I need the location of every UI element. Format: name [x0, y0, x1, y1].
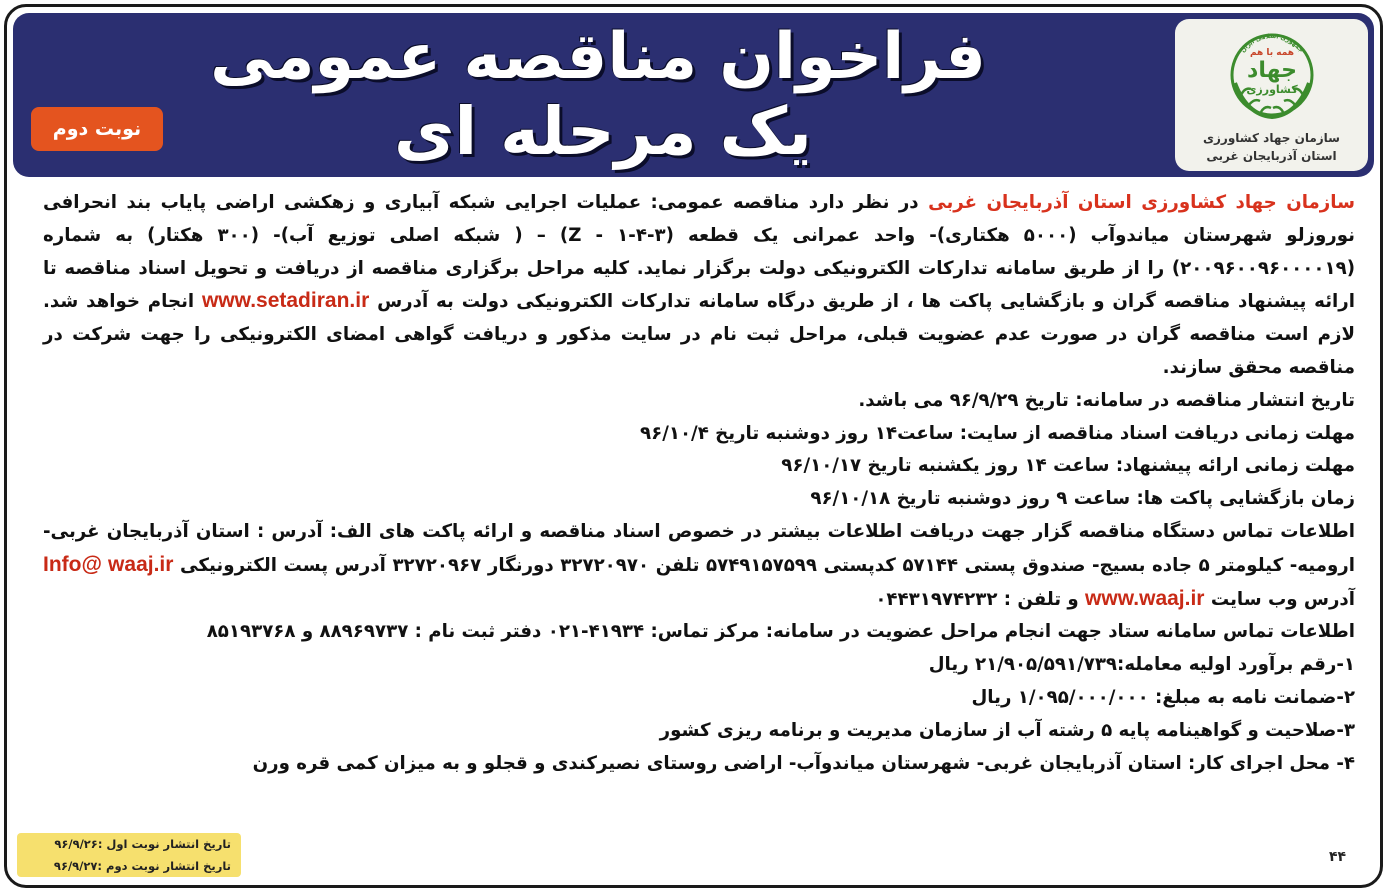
- setad-contact-line: اطلاعات تماس سامانه ستاد جهت انجام مراحل عضویت در سامانه: مرکز تماس: ۴۱۹۳۴-۰۲۱ دفتر ثبت نام : ۸۸۹۶۹۷۳۷ و ۸۵۱۹۳۷۶۸: [206, 621, 1355, 643]
- logo-small-text: همه با هم: [1249, 48, 1295, 58]
- item-qualification: ۳-صلاحیت و گواهینامه پایه ۵ رشته آب از سازمان مدیریت و برنامه ریزی کشور: [659, 719, 1355, 741]
- logo-sub-text: کشاورزی: [1246, 83, 1298, 96]
- opening-time-line: زمان بازگشایی پاکت ها: ساعت ۹ روز دوشنبه تاریخ ۹۶/۱۰/۱۸: [810, 488, 1355, 510]
- intro-text: در نظر دارد مناقصه عمومی: عملیات اجرایی شبکه آبیاری و زهکشی اراضی پایاب بند انحرافی نوروزلو شهرستان میاندوآب (۵۰۰۰ هکتاری)- واحد عمرانی یک قطعه (۳-۴-۱ - Z) – ( شبکه اصلی توزیع آب)- (۳۰۰ هکتار) به شماره (۲۰۰۹۶۰۰۹۶۰۰۰۰۱۹) را از طریق سامانه تدارکات الکترونیکی دولت برگزار نماید. کلیه مراحل برگزاری مناقصه از دریافت و تحویل اسناد مناقصه تا ارائه پیشنهاد مناقصه گران و بازگشایی پاکت ها ، از طریق درگاه سامانه تدارکات الکترونیکی دولت به آدرس: [43, 192, 1356, 313]
- notice-body: [43, 187, 1355, 780]
- docs-deadline-line: مهلت زمانی دریافت اسناد مناقصه از سایت: ساعت۱۴ روز دوشنبه تاریخ ۹۶/۱۰/۴: [640, 422, 1355, 444]
- organization-logo: [1175, 19, 1368, 171]
- item-guarantee: ۲-ضمانت نامه به مبلغ: ۱/۰۹۵/۰۰۰/۰۰۰ ریال: [971, 686, 1355, 708]
- title-line-2: یک مرحله ای: [394, 93, 812, 170]
- header-banner: [13, 13, 1374, 177]
- title-line-1: فراخوان مناقصه عمومی: [210, 20, 986, 94]
- email-link[interactable]: Info@ waaj.ir: [43, 552, 174, 576]
- intro-text-end: انجام خواهد شد. لازم است مناقصه گران در صورت عدم عضویت قبلی، مراحل ثبت نام در سایت مذکور و دریافت گواهی امضای الکترونیکی را جهت شرکت در مناقصه محقق سازند.: [43, 291, 1355, 378]
- website-link[interactable]: www.waaj.ir: [1085, 586, 1205, 610]
- logo-main-text: جهاد: [1247, 58, 1297, 83]
- tender-notice: [4, 4, 1383, 888]
- offer-deadline-line: مهلت زمانی ارائه پیشنهاد: ساعت ۱۴ روز یکشنبه تاریخ ۹۶/۱۰/۱۷: [781, 455, 1355, 477]
- logo-org-province: استان آذربایجان غربی: [1206, 149, 1337, 163]
- setad-url-link[interactable]: www.setadiran.ir: [201, 289, 370, 313]
- page-number: ۴۴: [1329, 849, 1347, 865]
- contact-phone-text: و تلفن : ۰۴۴۳۱۹۷۴۲۳۲: [875, 588, 1086, 610]
- contact-mid-text: آدرس وب سایت: [1204, 588, 1355, 610]
- logo-arc-text: جمهوری اسلامی ایران: [1239, 32, 1305, 55]
- item-estimate: ۱-رقم برآورد اولیه معامله:۲۱/۹۰۵/۵۹۱/۷۳۹ ریال: [928, 654, 1355, 676]
- edition-badge: نوبت دوم: [31, 107, 163, 151]
- intro-paragraph: [43, 187, 1355, 385]
- leaf-emblem-icon: [1227, 25, 1317, 121]
- publication-dates-box: [17, 833, 241, 877]
- contact-text: اطلاعات تماس دستگاه مناقصه گزار جهت دریافت اطلاعات بیشتر در خصوص اسناد مناقصه و ارائه پاکت های الف: آدرس : استان آذربایجان غربی- ارومیه- کیلومتر ۵ جاده بسیج- صندوق پستی ۵۷۱۴۴ کدپستی ۵۷۴۹۱۵۷۵۹۹ تلفن ۳۲۷۲۰۹۷۰ دورنگار ۳۲۷۲۰۹۶۷ آدرس پست الکترونیکی: [43, 520, 1356, 576]
- publish-date-line: تاریخ انتشار مناقصه در سامانه: تاریخ ۹۶/۹/۲۹ می باشد.: [858, 389, 1355, 411]
- second-publication-date: تاریخ انتشار نوبت دوم :۹۶/۹/۲۷: [53, 859, 231, 873]
- logo-org-name: سازمان جهاد کشاورزی: [1203, 131, 1340, 145]
- organization-name: سازمان جهاد کشاورزی استان آذربایجان غربی: [928, 192, 1355, 213]
- first-publication-date: تاریخ انتشار نوبت اول :۹۶/۹/۲۶: [54, 837, 231, 851]
- item-location: ۴- محل اجرای کار: استان آذربایجان غربی- شهرستان میاندوآب- اراضی روستای نصیرکندی و قجلو و به میزان کمی قره ورن: [252, 752, 1355, 774]
- contact-paragraph: [43, 516, 1355, 616]
